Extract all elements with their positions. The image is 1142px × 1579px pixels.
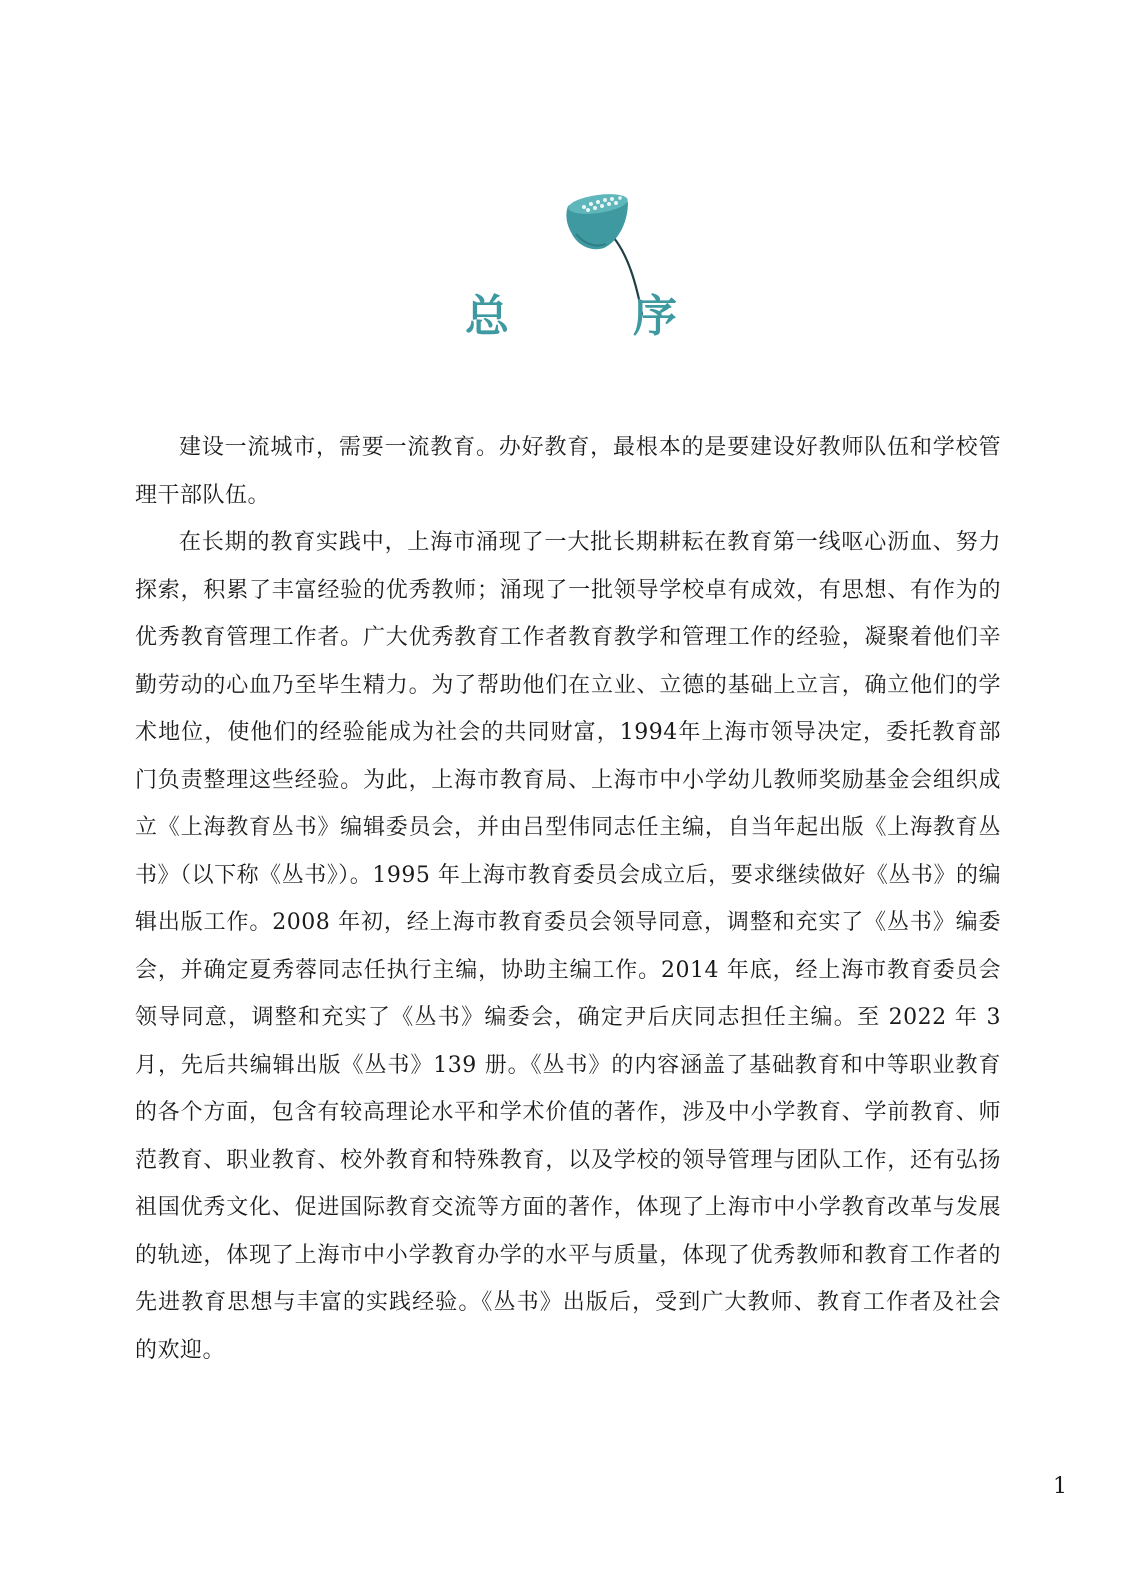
paragraph: 在长期的教育实践中，上海市涌现了一大批长期耕耘在教育第一线呕心沥血、努力探索，积累了丰富经验的优秀教师；涌现了一批领导学校卓有成效，有思想、有作为的优秀教育管理工作者。广大优秀教育工作者教育教学和管理工作的经验，凝聚着他们辛勤劳动的心血乃至毕生精力。为了帮助他们在立业、立德的基础上立言，确立他们的学术地位，使他们的经验能成为社会的共同财富，1994年上海市领导决定，委托教育部门负责整理这些经验。为此，上海市教育局、上海市中小学幼儿教师奖励基金会组织成立《上海教育丛书》编辑委员会，并由吕型伟同志任主编，自当年起出版《上海教育丛书》（以下称《丛书》）。1995 年上海市教育委员会成立后，要求继续做好《丛书》的编辑出版工作。2008 年初，经上海市教育委员会领导同意，调整和充实了《丛书》编委会，并确定夏秀蓉同志任执行主编，协助主编工作。2014 年底，经上海市教育委员会领导同意，调整和充实了《丛书》编委会，确定尹后庆同志担任主编。至 2022 年 3 月，先后共编辑出版《丛书》139 册。《丛书》的内容涵盖了基础教育和中等职业教育的各个方面，包含有较高理论水平和学术价值的著作，涉及中小学教育、学前教育、师范教育、职业教育、校外教育和特殊教育，以及学校的领导管理与团队工作，还有弘扬祖国优秀文化、促进国际教育交流等方面的著作，体现了上海市中小学教育改革与发展的轨迹，体现了上海市中小学教育办学的水平与质量，体现了优秀教师和教育工作者的先进教育思想与丰富的实践经验。《丛书》出版后，受到广大教师、教育工作者及社会的欢迎。 (135, 530, 1001, 1363)
paragraph: 建设一流城市，需要一流教育。办好教育，最根本的是要建设好教师队伍和学校管理干部队伍。 (135, 435, 1001, 508)
body-text (135, 424, 1001, 1374)
page-title: 总 序 (465, 291, 717, 342)
page-number: 1 (1053, 1474, 1067, 1499)
